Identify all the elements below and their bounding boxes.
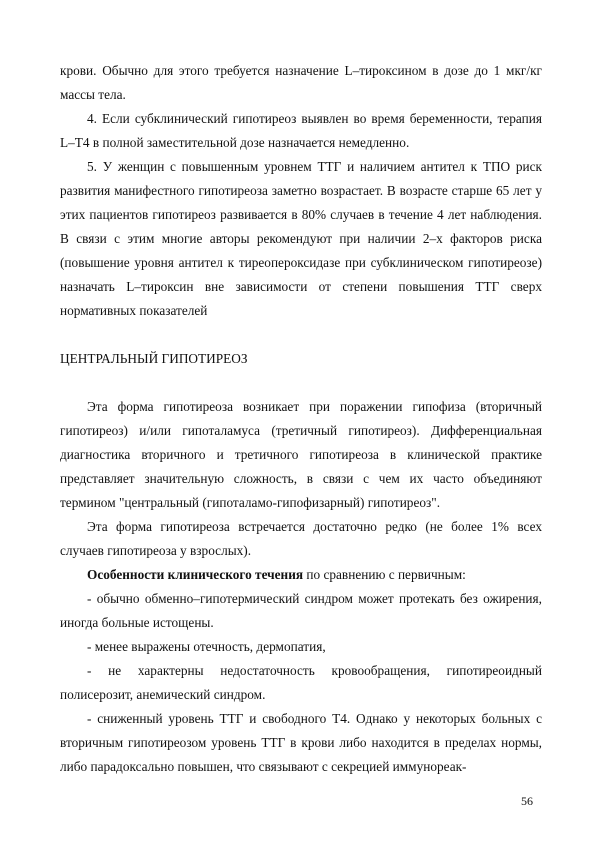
text-block-top xyxy=(60,59,542,323)
list-item: - не характерны недостаточность кровообращения, гипотиреоидный полисерозит, анемический синдром. xyxy=(60,663,542,702)
page-number: 56 xyxy=(521,794,533,808)
section-heading: ЦЕНТРАЛЬНЫЙ ГИПОТИРЕОЗ xyxy=(60,351,248,366)
paragraph-definition: Эта форма гипотиреоза возникает при поражении гипофиза (вторичный гипотиреоз) и/или гипоталамуса (третичный гипотиреоз). Дифференциальная диагностика вторичного и третичного гипотиреоза в клинической практике представляет значительную сложность, в связи с чем их часто объединяют термином "центральный (гипоталамо-гипофизарный) гипотиреоз". xyxy=(60,399,542,510)
paragraph-features xyxy=(60,563,542,587)
paragraph-item-5: 5. У женщин с повышенным уровнем ТТГ и наличием антител к ТПО риск развития манифестного гипотиреоза заметно возрастает. В возрасте старше 65 лет у этих пациентов гипотиреоз развивается в 80% случаев в течение 4 лет наблюдения. В связи с этим многие авторы рекомендуют при наличии 2–х факторов риска (повышение уровня антител к тиреопероксидазе при субклиническом гипотиреозе) назначать L–тироксин вне зависимости от степени повышения ТТГ сверх нормативных показателей xyxy=(60,159,542,318)
features-bold-label: Особенности клинического течения xyxy=(87,567,304,582)
paragraph-item-4: 4. Если субклинический гипотиреоз выявлен во время беременности, терапия L–Т4 в полной заместительной дозе назначается немедленно. xyxy=(60,111,542,150)
list-item: - сниженный уровень ТТГ и свободного Т4. Однако у некоторых больных с вторичным гипотиреозом уровень ТТГ в крови либо находится в пределах нормы, либо парадоксально повышен, что связывают с секрецией иммунореак- xyxy=(60,711,542,774)
paragraph-frequency: Эта форма гипотиреоза встречается достаточно редко (не более 1% всех случаев гипотиреоза у взрослых). xyxy=(60,519,542,558)
features-rest: по сравнению с первичным: xyxy=(303,567,466,582)
text-block-bottom xyxy=(60,395,542,779)
list-item: - менее выражены отечность, дермопатия, xyxy=(87,639,326,654)
paragraph-continued: крови. Обычно для этого требуется назначение L–тироксином в дозе до 1 мкг/кг массы тела. xyxy=(60,63,542,102)
list-item: - обычно обменно–гипотермический синдром может протекать без ожирения, иногда больные истощены. xyxy=(60,591,542,630)
